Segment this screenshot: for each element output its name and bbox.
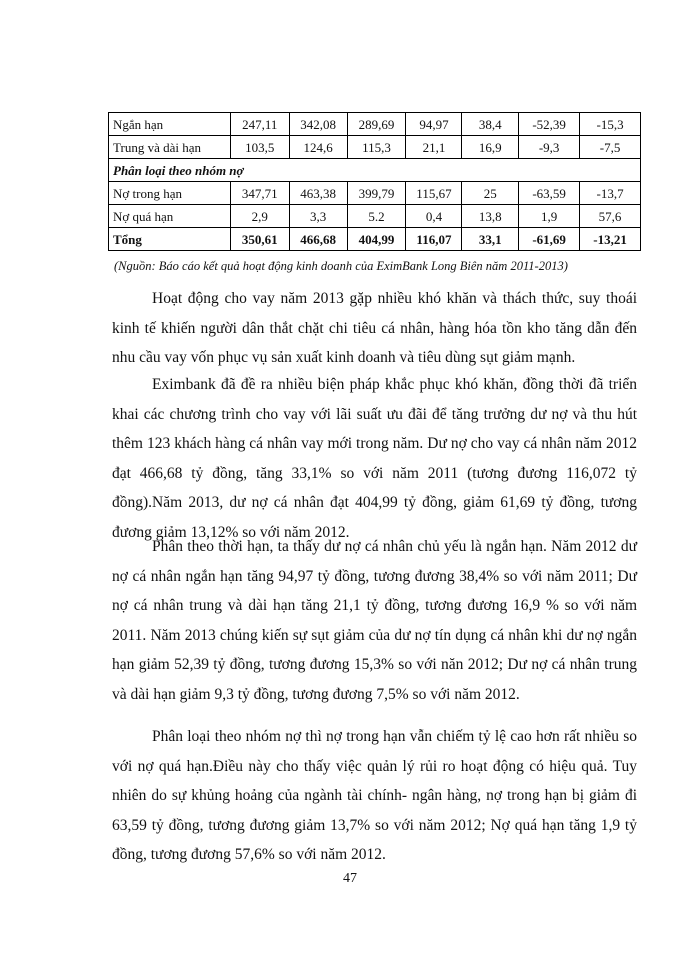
table-cell: 463,38 <box>289 182 347 205</box>
paragraph-text: Phân theo thời hạn, ta thấy dư nợ cá nhân chủ yếu là ngắn hạn. Năm 2012 dư nợ cá nhân ngắn hạn tăng 94,97 tỷ đồng, tương đương 38,4% so với năm 2011; Dư nợ cá nhân trung và dài hạn tăng 21,1 tỷ đồng, tương đương 16,9 % so với năm 2011. Năm 2013 chúng kiến sự sụt giảm của dư nợ tín dụng cá nhân khi dư nợ ngắn hạn giảm 52,39 tỷ đồng, tương đương 15,3% so với năn 2012; Dư nợ cá nhân trung và dài hạn giảm 9,3 tỷ đồng, tương đương 7,5% so với năm 2012. <box>112 538 637 703</box>
paragraph-3 <box>112 532 637 709</box>
table-cell: 350,61 <box>230 228 289 251</box>
table-cell: 404,99 <box>347 228 406 251</box>
table-cell: 13,8 <box>462 205 519 228</box>
table-cell: Trung và dài hạn <box>109 136 231 159</box>
loan-table <box>108 112 641 251</box>
table-cell: Nợ quá hạn <box>109 205 231 228</box>
table-cell: 94,97 <box>406 113 462 136</box>
paragraph-text: Eximbank đã đề ra nhiều biện pháp khắc phục khó khăn, đồng thời đã triển khai các chương trình cho vay với lãi suất ưu đãi để tăng trưởng dư nợ và thu hút thêm 123 khách hàng cá nhân vay mới trong năm. Dư nợ cho vay cá nhân năm 2012 đạt 466,68 tỷ đồng, tăng 33,1% so với năm 2011 (tương đương 116,072 tỷ đồng).Năm 2013, dư nợ cá nhân đạt 404,99 tỷ đồng, giảm 61,69 tỷ đồng, tương đương giảm 13,12% so với năm 2012. <box>112 376 637 541</box>
table-cell: -63,59 <box>519 182 580 205</box>
table-cell: 21,1 <box>406 136 462 159</box>
paragraph-text: Hoạt động cho vay năm 2013 gặp nhiều khó khăn và thách thức, suy thoái kinh tế khiến người dân thắt chặt chi tiêu cá nhân, hàng hóa tồn kho tăng dẫn đến nhu cầu vay vốn phục vụ sản xuất kinh doanh và tiêu dùng sụt giảm mạnh. <box>112 290 637 366</box>
table-cell: 5.2 <box>347 205 406 228</box>
table-cell: -61,69 <box>519 228 580 251</box>
table-cell: 116,07 <box>406 228 462 251</box>
table-cell: 38,4 <box>462 113 519 136</box>
table-cell: Tổng <box>109 228 231 251</box>
table-cell: 0,4 <box>406 205 462 228</box>
table-cell: 347,71 <box>230 182 289 205</box>
table-cell: 124,6 <box>289 136 347 159</box>
table-cell: 25 <box>462 182 519 205</box>
table-source-note: (Nguồn: Báo cáo kết quả hoạt động kinh doanh của EximBank Long Biên năm 2011-2013) <box>114 259 568 273</box>
table-cell: Nợ trong hạn <box>109 182 231 205</box>
paragraph-text: Phân loại theo nhóm nợ thì nợ trong hạn vẫn chiếm tỷ lệ cao hơn rất nhiều so với nợ quá hạn.Điều này cho thấy việc quản lý rủi ro hoạt động có hiệu quả. Tuy nhiên do sự khủng hoảng của ngành tài chính- ngân hàng, nợ trong hạn bị giảm đi 63,59 tỷ đồng, tương đương giảm 13,7% so với năm 2012; Nợ quá hạn tăng 1,9 tỷ đồng, tương đương 57,6% so với năm 2012. <box>112 728 637 863</box>
table-row-short-term <box>109 113 641 136</box>
table-cell: 3,3 <box>289 205 347 228</box>
table-cell: 115,3 <box>347 136 406 159</box>
table-cell: 466,68 <box>289 228 347 251</box>
table-section-row <box>109 159 641 182</box>
table-cell: 115,67 <box>406 182 462 205</box>
table-cell: -13,21 <box>580 228 641 251</box>
table-cell: 342,08 <box>289 113 347 136</box>
table-cell: 2,9 <box>230 205 289 228</box>
table-cell: 33,1 <box>462 228 519 251</box>
table-cell: -13,7 <box>580 182 641 205</box>
table-row-medium-long-term <box>109 136 641 159</box>
table-cell: 103,5 <box>230 136 289 159</box>
table-cell: 399,79 <box>347 182 406 205</box>
table-cell: -52,39 <box>519 113 580 136</box>
table-cell: 247,11 <box>230 113 289 136</box>
paragraph-1 <box>112 284 637 373</box>
table-cell: 1,9 <box>519 205 580 228</box>
table-cell: 16,9 <box>462 136 519 159</box>
table-cell: -15,3 <box>580 113 641 136</box>
paragraph-2 <box>112 370 637 547</box>
table-section-heading: Phân loại theo nhóm nợ <box>109 159 641 182</box>
table-cell: -9,3 <box>519 136 580 159</box>
table-row-overdue-debt <box>109 205 641 228</box>
table-cell: -7,5 <box>580 136 641 159</box>
table-cell: 289,69 <box>347 113 406 136</box>
table-row-total <box>109 228 641 251</box>
table-cell: Ngắn hạn <box>109 113 231 136</box>
page-number: 47 <box>343 871 357 886</box>
table-cell: 57,6 <box>580 205 641 228</box>
table-row-current-debt <box>109 182 641 205</box>
paragraph-4 <box>112 722 637 870</box>
